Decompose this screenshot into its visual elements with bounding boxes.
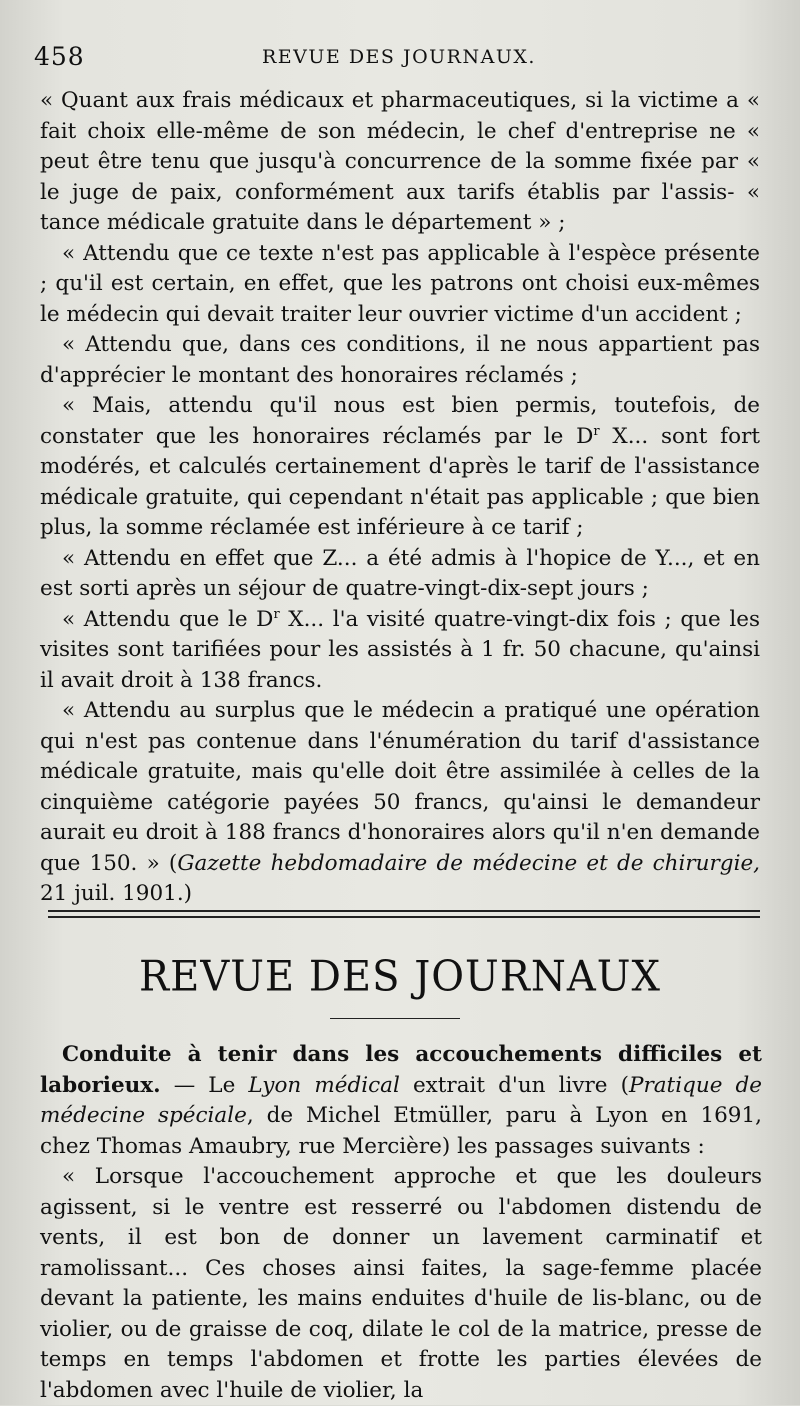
- article-intro: [40, 1040, 762, 1162]
- paragraph-attendu-1: « Attendu que ce texte n'est pas applicable à l'espèce présente ; qu'il est certain, en effet, que les patrons ont choisi eux-mêmes le médecin qui devait traiter leur ouvrier victime d'un accident ;: [40, 240, 760, 327]
- text-span: « Attendu au surplus que le médecin a pratiqué une opération qui n'est pas contenue dans l'énumération du tarif d'assistance médicale gratuite, mais qu'elle doit être assimilée à celles de la cinquième catégorie payées 50 francs, qu'ainsi le demandeur aurait eu droit à 188 francs d'honoraires alors qu'il n'en demande que 150. » (: [40, 698, 760, 876]
- text-span: « Attendu que le D: [62, 606, 274, 632]
- article: [40, 1040, 762, 1406]
- text-span: X... l'a visité quatre-vingt-dix fois ; que les visites sont tarifiées pour les assistés à 1 fr. 50 chacune, qu'ainsi il avait droit à 138 francs.: [40, 606, 760, 693]
- text-span: , de Michel Etmüller, paru à Lyon en 1691, chez Thomas Amaubry, rue Mercière) les passages suivants :: [40, 1103, 762, 1159]
- section-title: REVUE DES JOURNAUX: [139, 952, 661, 1002]
- book-title: Pratique de médecine spéciale: [40, 1072, 762, 1128]
- text-span: « Mais, attendu qu'il nous est bien permis, toutefois, de constater que les honoraires réclamés par le D: [40, 393, 760, 449]
- body-text: [40, 86, 760, 910]
- article-title: Conduite à tenir dans les accouchements difficiles et laborieux.: [40, 1042, 762, 1098]
- title-underline: [330, 1018, 460, 1019]
- citation-date: 21 juil. 1901.): [40, 881, 193, 906]
- superscript: r: [273, 606, 280, 622]
- paragraph-attendu-2: « Attendu que, dans ces conditions, il ne nous appartient pas d'apprécier le montant des honoraires réclamés ;: [40, 332, 760, 388]
- page-header: [34, 42, 760, 78]
- text-span: extrait d'un livre (: [399, 1072, 629, 1098]
- double-rule: [48, 910, 760, 922]
- article-quote: « Lorsque l'accouchement approche et que les douleurs agissent, si le ventre est resserré ou l'abdomen distendu de vents, il est bon de donner un lavement carminatif et ramolissant... Ces choses ainsi faites, la sage-femme placée devant la patiente, les mains enduites d'huile de lis-blanc, ou de violier, ou de graisse de coq, dilate le col de la matrice, presse de temps en temps l'abdomen et frotte les parties élevées de l'abdomen avec l'huile de violier, la: [40, 1164, 762, 1403]
- paragraph-attendu-5: [40, 696, 760, 910]
- running-head: REVUE DES JOURNAUX.: [262, 46, 536, 68]
- paragraph-attendu-4: [40, 605, 760, 697]
- superscript: r: [593, 423, 600, 439]
- text-span: — Le: [160, 1072, 249, 1098]
- rule-line: [48, 916, 760, 918]
- paragraph-attendu-3: « Attendu en effet que Z... a été admis à l'hopice de Y..., et en est sorti après un séjour de quatre-vingt-dix-sept jours ;: [40, 545, 760, 601]
- citation: Gazette hebdomadaire de médecine et de chirurgie,: [177, 850, 761, 876]
- text-span: X... sont fort modérés, et calculés certainement d'après le tarif de l'assistance médicale gratuite, qui cependant n'était pas applicable ; que bien plus, la somme réclamée est inférieure à ce tarif ;: [40, 423, 760, 540]
- rule-line: [48, 910, 760, 912]
- paragraph-quote: « Quant aux frais médicaux et pharmaceutiques, si la victime a « fait choix elle-même de son médecin, le chef d'entreprise ne « peut être tenu que jusqu'à concurrence de la somme fixée par « le juge de paix, conformément aux tarifs établis par l'assis- « tance médicale gratuite dans le département » ;: [40, 88, 760, 235]
- paragraph-mais-attendu: [40, 391, 760, 544]
- journal-name: Lyon médical: [248, 1072, 400, 1098]
- page-number: 458: [34, 42, 85, 71]
